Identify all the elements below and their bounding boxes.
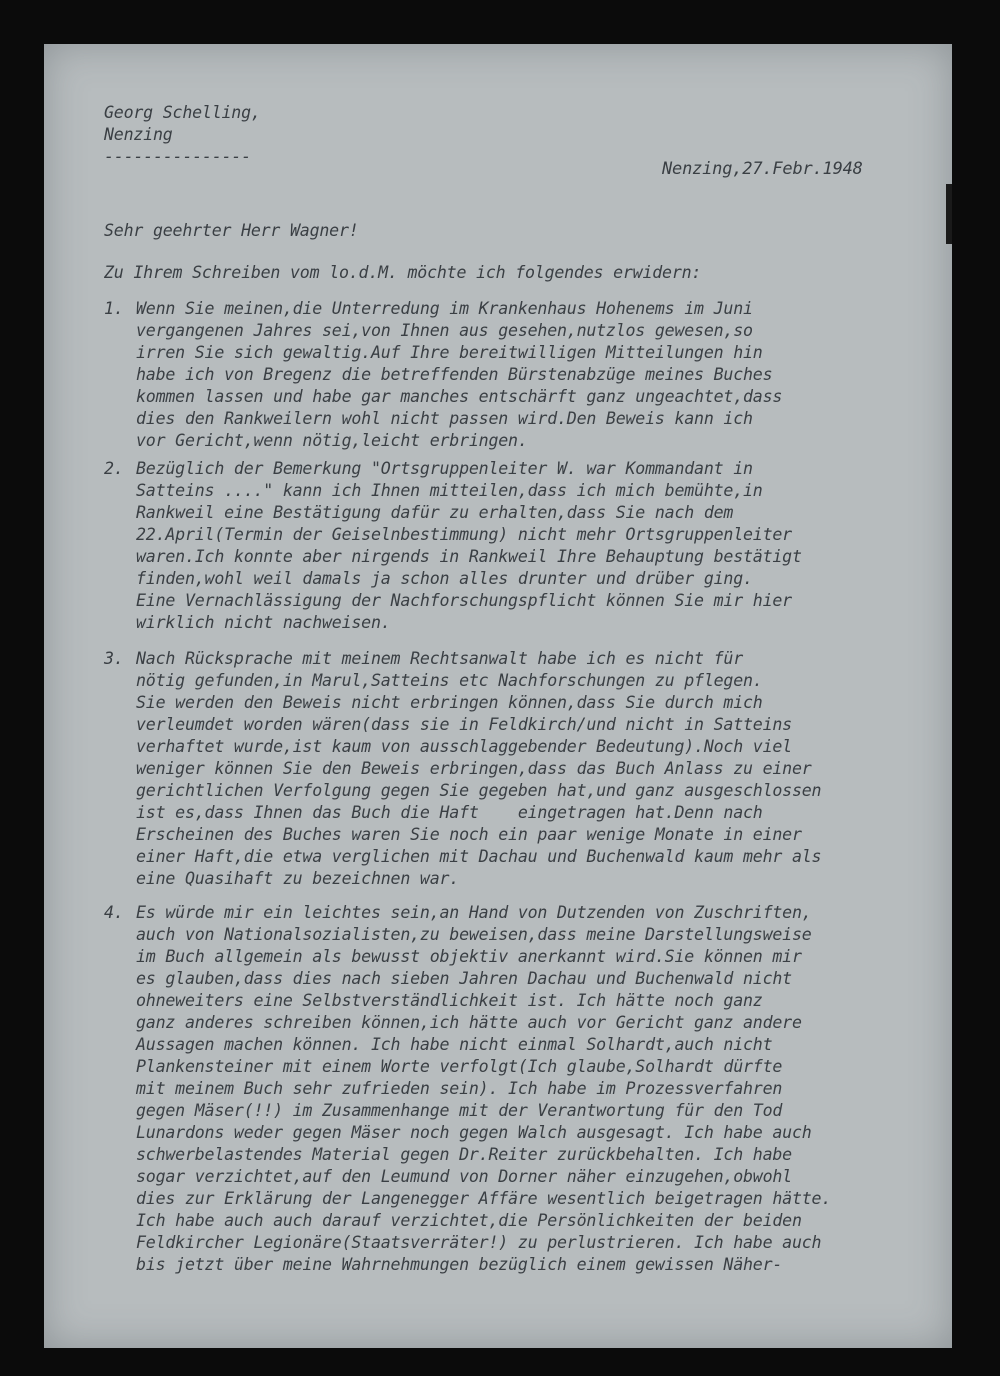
intro-line: Zu Ihrem Schreiben vom lo.d.M. möchte ich folgendes erwidern: [104, 263, 702, 282]
text-line: Ich habe auch auch darauf verzichtet,die Persönlichkeiten der beiden [136, 1211, 802, 1230]
text-line: im Buch allgemein als bewusst objektiv anerkannt wird.Sie können mir [136, 947, 802, 966]
text-line: finden,wohl weil damals ja schon alles drunter und drüber ging. [136, 569, 753, 588]
text-line: Rankweil eine Bestätigung dafür zu erhalten,dass Sie nach dem [136, 503, 734, 522]
sender-block [104, 102, 261, 146]
text-line: Plankensteiner mit einem Worte verfolgt(Ich glaube,Solhardt dürfte [136, 1057, 783, 1076]
text-line: Feldkircher Legionäre(Staatsverräter!) zu perlustrieren. Ich habe auch [136, 1233, 822, 1252]
sender-name: Georg Schelling, [104, 103, 261, 122]
text-line: Bezüglich der Bemerkung "Ortsgruppenleiter W. war Kommandant in [136, 459, 753, 478]
letter-date: Nenzing,27.Febr.1948 [662, 159, 863, 179]
text-line: waren.Ich konnte aber nirgends in Rankweil Ihre Behauptung bestätigt [136, 547, 802, 566]
text-line: Satteins ...." kann ich Ihnen mitteilen,dass ich mich bemühte,in [136, 481, 763, 500]
item-number: 3. [104, 649, 124, 668]
edge-mark [946, 184, 952, 244]
text-line: gegen Mäser(!!) im Zusammenhange mit der Verantwortung für den Tod [136, 1101, 783, 1120]
text-line: habe ich von Bregenz die betreffenden Bürstenabzüge meines Buches [136, 365, 773, 384]
text-line: es glauben,dass dies nach sieben Jahren Dachau und Buchenwald nicht [136, 969, 792, 988]
text-line: vergangenen Jahres sei,von Ihnen aus gesehen,nutzlos gewesen,so [136, 321, 753, 340]
text-line: nötig gefunden,in Marul,Satteins etc Nachforschungen zu pflegen. [136, 671, 763, 690]
item-number: 1. [104, 299, 124, 318]
text-line: irren Sie sich gewaltig.Auf Ihre bereitwilligen Mitteilungen hin [136, 343, 763, 362]
text-line: schwerbelastendes Material gegen Dr.Reiter zurückbehalten. Ich habe [136, 1145, 792, 1164]
text-line: wirklich nicht nachweisen. [136, 613, 391, 632]
text-line: Eine Vernachlässigung der Nachforschungspflicht können Sie mir hier [136, 591, 792, 610]
text-line: dies den Rankweilern wohl nicht passen wird.Den Beweis kann ich [136, 409, 753, 428]
text-line: Sie werden den Beweis nicht erbringen können,dass Sie durch mich [136, 693, 763, 712]
sender-rule: --------------- [104, 147, 251, 166]
item-text [136, 458, 802, 634]
text-line: bis jetzt über meine Wahrnehmungen bezüglich einem gewissen Näher- [136, 1255, 783, 1274]
item-number: 2. [104, 459, 124, 478]
text-line: verhaftet wurde,ist kaum von ausschlaggebender Bedeutung).Noch viel [136, 737, 792, 756]
item-number: 4. [104, 903, 124, 922]
text-line: gerichtlichen Verfolgung gegen Sie gegeben hat,und ganz ausgeschlossen [136, 781, 822, 800]
salutation: Sehr geehrter Herr Wagner! [104, 221, 359, 240]
text-line: 22.April(Termin der Geiselnbestimmung) nicht mehr Ortsgruppenleiter [136, 525, 792, 544]
text-line: mit meinem Buch sehr zufrieden sein). Ich habe im Prozessverfahren [136, 1079, 783, 1098]
text-line: kommen lassen und habe gar manches entschärft ganz ungeachtet,dass [136, 387, 783, 406]
text-line: Erscheinen des Buches waren Sie noch ein paar wenige Monate in einer [136, 825, 802, 844]
paper-sheet [44, 44, 952, 1348]
text-line: verleumdet worden wären(dass sie in Feldkirch/und nicht in Satteins [136, 715, 792, 734]
text-line: einer Haft,die etwa verglichen mit Dachau und Buchenwald kaum mehr als [136, 847, 822, 866]
text-line: Es würde mir ein leichtes sein,an Hand von Dutzenden von Zuschriften, [136, 903, 812, 922]
text-line: ist es,dass Ihnen das Buch die Haft eingetragen hat.Denn nach [136, 803, 763, 822]
text-line: Lunardons weder gegen Mäser noch gegen Walch ausgesagt. Ich habe auch [136, 1123, 812, 1142]
item-text [136, 298, 782, 452]
item-text [136, 648, 821, 890]
text-line: ohneweiters eine Selbstverständlichkeit ist. Ich hätte noch ganz [136, 991, 763, 1010]
text-line: Aussagen machen können. Ich habe nicht einmal Solhardt,auch nicht [136, 1035, 773, 1054]
text-line: weniger können Sie den Beweis erbringen,dass das Buch Anlass zu einer [136, 759, 812, 778]
text-line: vor Gericht,wenn nötig,leicht erbringen. [136, 431, 528, 450]
text-line: ganz anderes schreiben können,ich hätte auch vor Gericht ganz andere [136, 1013, 802, 1032]
text-line: auch von Nationalsozialisten,zu beweisen,dass meine Darstellungsweise [136, 925, 812, 944]
text-line: Nach Rücksprache mit meinem Rechtsanwalt habe ich es nicht für [136, 649, 743, 668]
sender-place: Nenzing [104, 125, 173, 144]
text-line: Wenn Sie meinen,die Unterredung im Krankenhaus Hohenems im Juni [136, 299, 753, 318]
text-line: dies zur Erklärung der Langenegger Affäre wesentlich beigetragen hätte. [136, 1189, 832, 1208]
text-line: eine Quasihaft zu bezeichnen war. [136, 869, 460, 888]
text-line: sogar verzichtet,auf den Leumund von Dorner näher einzugehen,obwohl [136, 1167, 792, 1186]
item-text [136, 902, 831, 1276]
